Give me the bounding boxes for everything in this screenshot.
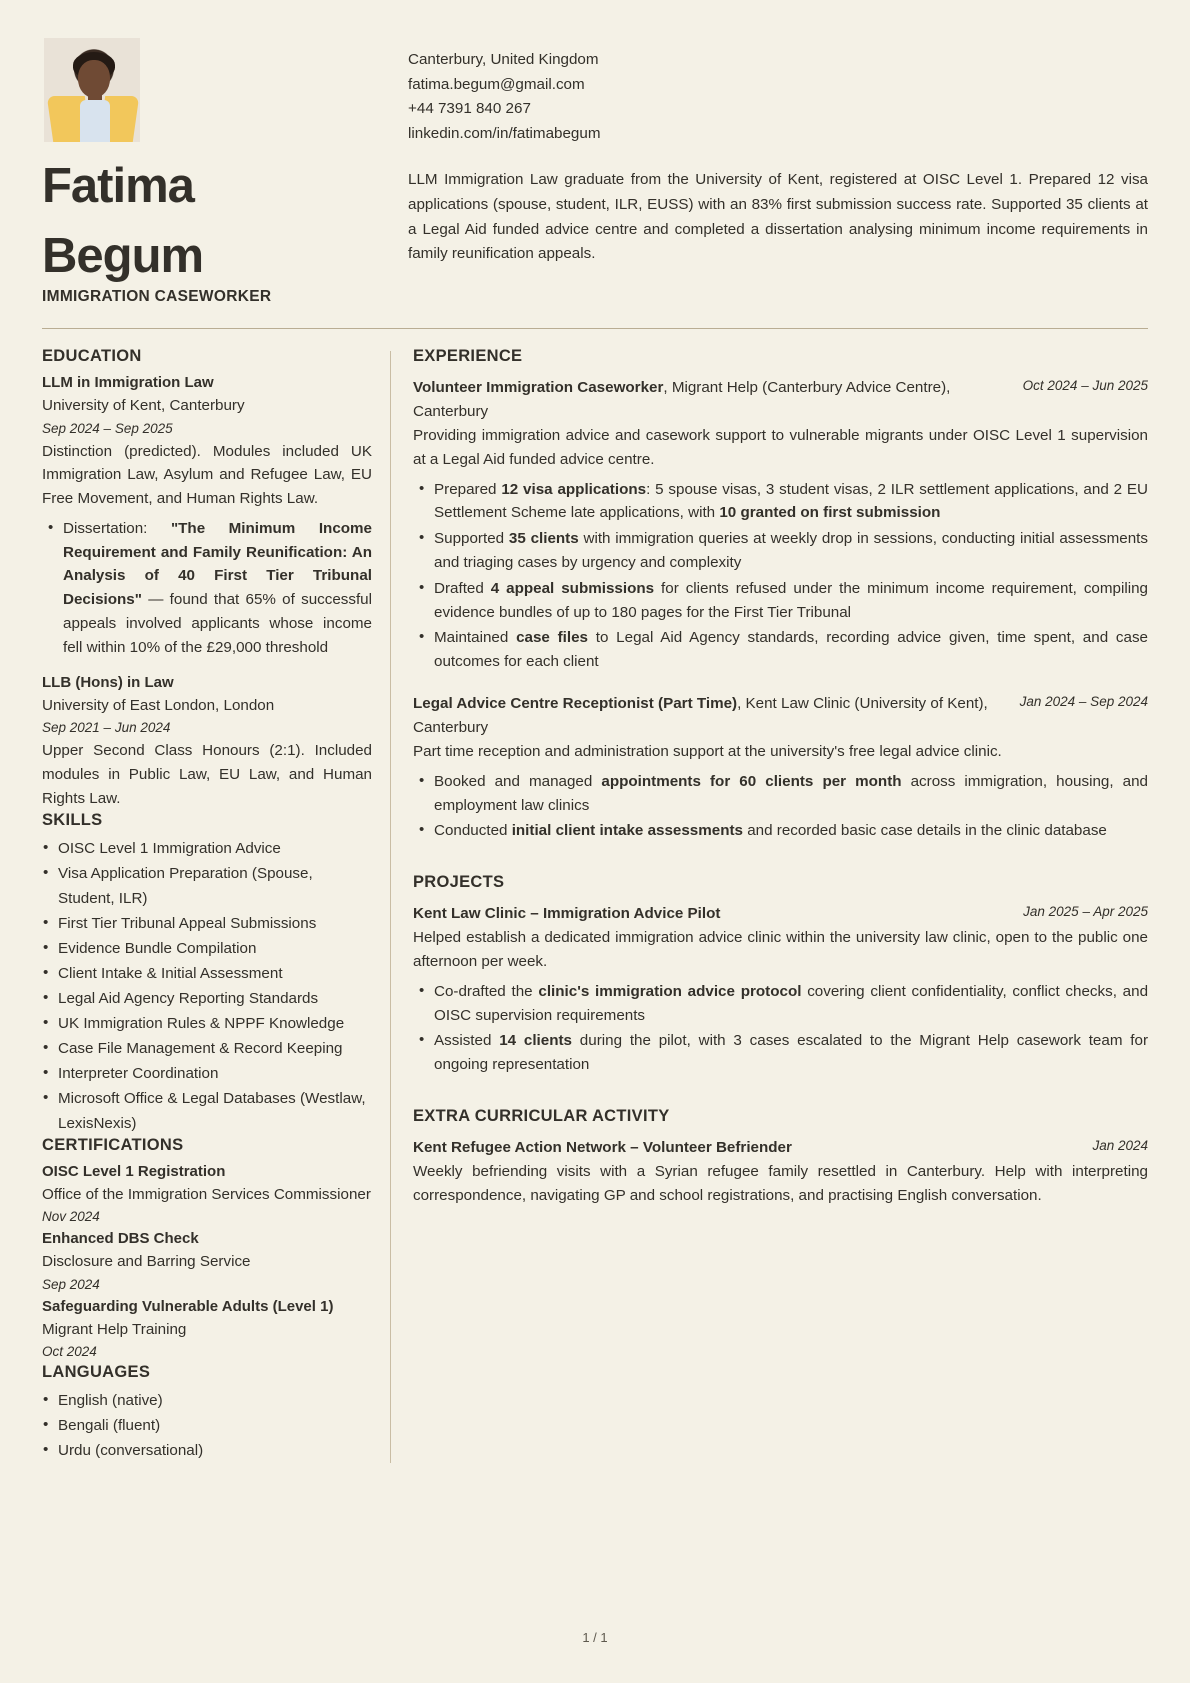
bullet-highlight: 12 visa applications [501,480,647,498]
list-item [413,770,1148,818]
experience-header [413,376,1148,424]
certification-name: Safeguarding Vulnerable Adults (Level 1) [42,1297,334,1315]
list-item [413,819,1148,843]
list-item: • Bengali (fluent) [42,1413,372,1438]
list-item [413,980,1148,1028]
project-date: Jan 2025 – Apr 2025 [1023,904,1148,920]
extra-title-line [413,1136,1082,1160]
profile-photo [44,38,140,142]
dissertation-prefix: Dissertation: [63,519,171,537]
education-date: Sep 2021 – Jun 2024 [42,720,171,736]
header-identity [42,38,408,306]
bullet-highlight: 35 clients [508,530,579,548]
list-item [413,478,1148,526]
experience-header [413,692,1148,740]
page-indicator: 1 / 1 [582,1630,608,1645]
bullet-mid: and recorded basic case details in the clinic database [742,822,1107,840]
bullet-highlight: case files [516,629,588,647]
list-item: • Visa Application Preparation (Spouse, Student, ILR) [42,861,372,911]
header-divider [42,328,1148,329]
experience-title-line [413,376,1013,424]
certification-name: Enhanced DBS Check [42,1230,199,1248]
dissertation-title: "The Minimum Income Requirement and Family Reunification: An Analysis of 40 First Tier Tribunal Decisions" [63,519,372,609]
bullet-highlight: 10 granted on first submission [719,504,941,522]
dissertation-finding: — found that 65% of successful appeals involved applicants whose income fell within 10% of the £29,000 threshold [63,591,372,656]
certification-date: Sep 2024 [42,1276,100,1292]
experience-org: , Kent Law Clinic (University of Kent), Canterbury [413,694,988,736]
education-date: Sep 2024 – Sep 2025 [42,420,173,436]
candidate-last-name: Begum [42,229,204,283]
section-title-certifications: CERTIFICATIONS [42,1135,184,1154]
bullet-pre: Drafted [434,579,491,597]
experience-description: Part time reception and administration support at the university's free legal advice clinic. [413,742,1002,760]
certification-entry [42,1296,372,1364]
education-description: Distinction (predicted). Modules included UK Immigration Law, Asylum and Refugee Law, EU Free Movement, and Human Rights Law. [42,442,372,508]
certification-issuer: Office of the Immigration Services Commissioner [42,1185,371,1203]
resume-header [42,38,1148,306]
list-item: • Microsoft Office & Legal Databases (Westlaw, LexisNexis) [42,1086,372,1136]
list-item: • First Tier Tribunal Appeal Submissions [42,911,372,936]
experience-bullets [413,478,1148,674]
education-school: University of East London, London [42,696,275,714]
photo-shirt [80,100,110,142]
certification-name: OISC Level 1 Registration [42,1162,226,1180]
bullet-mid: covering client confidentiality, conflict checks, and OISC supervision requirements [434,982,1149,1024]
education-degree: LLB (Hons) in Law [42,673,174,691]
section-title-projects: PROJECTS [413,873,505,892]
extra-name: Kent Refugee Action Network – Volunteer Befriender [413,1138,792,1156]
list-item [413,1029,1148,1077]
section-title-experience: EXPERIENCE [413,347,523,365]
bullet-mid: with immigration queries at weekly drop in sessions, conducting initial assessments and triaging cases by urgency and complexity [434,530,1148,571]
section-title-education: EDUCATION [42,347,142,365]
section-title-languages: LANGUAGES [42,1363,151,1382]
bullet-highlight: initial client intake assessments [511,822,743,840]
extra-date: Jan 2024 [1092,1137,1148,1153]
languages-list [42,1388,372,1463]
left-column [42,347,390,1463]
experience-org: , Migrant Help (Canterbury Advice Centre), Canterbury [413,379,951,420]
bullet-pre: Booked and managed [434,772,602,790]
list-item [413,626,1148,674]
extra-description: Weekly befriending visits with a Syrian refugee family resettled in Canterbury. Help with interpreting correspondence, navigating GP and school registrations, and practising English conversation. [413,1162,1148,1204]
experience-date: Jan 2024 – Sep 2024 [1019,693,1148,709]
education-bullets [42,517,372,660]
right-column [391,347,1148,1463]
experience-title-line [413,692,1010,740]
bullet-pre: Co-drafted the [434,982,539,1000]
list-item: • Client Intake & Initial Assessment [42,961,372,986]
bullet-mid: to Legal Aid Agency standards, recording advice given, time spent, and case outcomes for each client [434,629,1148,671]
list-item: • Urdu (conversational) [42,1438,372,1463]
list-item [413,527,1148,575]
bullet-highlight: 4 appeal submissions [490,579,655,597]
bullet-highlight: 14 clients [499,1032,573,1050]
bullet-pre: Supported [434,530,509,548]
contact-phone[interactable]: +44 7391 840 267 [408,100,531,118]
list-item: • Evidence Bundle Compilation [42,936,372,961]
bullet-pre: Assisted [434,1032,500,1050]
bullet-pre: Maintained [434,629,517,647]
resume-body [42,347,1148,1463]
experience-entry [413,376,1148,674]
experience-description: Providing immigration advice and casework support to vulnerable migrants under OISC Level 1 supervision at a Legal Aid funded advice centre. [413,427,1148,468]
contact-linkedin[interactable]: linkedin.com/in/fatimabegum [408,124,601,142]
education-degree: LLM in Immigration Law [42,374,214,391]
contact-email[interactable]: fatima.begum@gmail.com [408,75,585,93]
education-description: Upper Second Class Honours (2:1). Included modules in Public Law, EU Law, and Human Rights Law. [42,742,372,807]
experience-date: Oct 2024 – Jun 2025 [1022,378,1148,393]
list-item: • Legal Aid Agency Reporting Standards [42,986,372,1011]
list-item: • OISC Level 1 Immigration Advice [42,836,372,861]
candidate-first-name: Fatima [42,159,194,213]
extra-curricular-header [413,1136,1148,1160]
certification-date: Oct 2024 [42,1344,97,1360]
section-title-extra-curricular: EXTRA CURRICULAR ACTIVITY [413,1106,670,1125]
certification-entry [42,1161,372,1229]
certification-issuer: Migrant Help Training [42,1320,187,1338]
certification-date: Nov 2024 [42,1209,100,1225]
list-item: • English (native) [42,1388,372,1413]
bullet-pre: Conducted [434,822,512,840]
bullet-mid: across immigration, housing, and employment law clinics [434,772,1148,814]
skills-list [42,836,372,1136]
candidate-job-title: IMMIGRATION CASEWORKER [42,288,272,305]
certification-issuer: Disclosure and Barring Service [42,1253,251,1271]
contact-location: Canterbury, United Kingdom [408,51,599,68]
list-item: • UK Immigration Rules & NPPF Knowledge [42,1011,372,1036]
bullet-highlight: clinic's immigration advice protocol [538,982,802,1000]
project-title-line [413,902,1013,926]
professional-summary: LLM Immigration Law graduate from the University of Kent, registered at OISC Level 1. Prepared 12 visa applications (spouse, student, ILR, EUSS) with an 83% first submission success rate. Supported 35 clients at a Legal Aid funded advice centre and completed a dissertation analysing minimum income requirements in family reunification appeals. [408,171,1148,263]
extra-curricular-entry [413,1136,1148,1208]
project-entry [413,902,1148,1077]
experience-entry [413,692,1148,843]
certification-entry [42,1228,372,1296]
list-item [42,517,372,660]
bullet-highlight: appointments for 60 clients per month [601,772,902,790]
bullet-pre: Prepared [434,480,502,498]
header-contact-block [408,38,1148,306]
bullet-mid: : 5 spouse visas, 3 student visas, 2 ILR settlement applications, and 2 EU Settlement Scheme late applications, with [434,480,1148,522]
section-title-skills: SKILLS [42,810,103,829]
list-item: • Interpreter Coordination [42,1061,372,1086]
experience-role: Legal Advice Centre Receptionist (Part Time) [413,694,738,712]
education-school: University of Kent, Canterbury [42,397,245,414]
bullet-mid: during the pilot, with 3 cases escalated to the Migrant Help casework team for ongoing representation [434,1032,1149,1074]
project-header [413,902,1148,926]
bullet-mid: for clients refused under the minimum income requirement, compiling evidence bundles of up to 180 pages for the First Tier Tribunal [434,579,1148,621]
list-item [413,577,1148,625]
project-bullets [413,980,1148,1077]
project-name: Kent Law Clinic – Immigration Advice Pilot [413,905,721,923]
project-description: Helped establish a dedicated immigration advice clinic within the university law clinic, open to the public one afternoon per week. [413,929,1148,970]
experience-bullets [413,770,1148,843]
education-entry-llm [42,372,372,660]
experience-role: Volunteer Immigration Caseworker [413,379,664,396]
education-entry-llb [42,672,372,811]
list-item: • Case File Management & Record Keeping [42,1036,372,1061]
